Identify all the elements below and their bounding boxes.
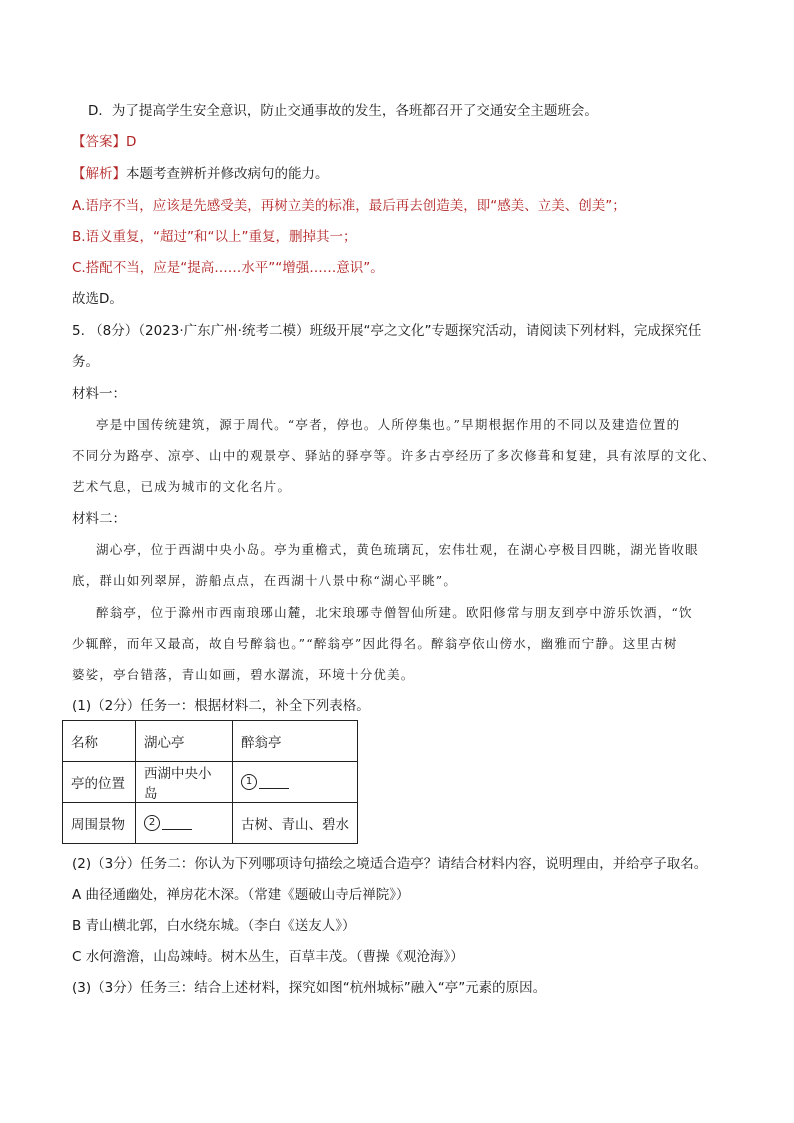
material-2-line: 底，群山如列翠屏，游船点点，在西湖十八景中称“湖心平眺”。 — [72, 573, 458, 588]
pavilion-table — [62, 720, 358, 844]
answer-blank[interactable] — [162, 817, 192, 830]
analysis-line — [72, 165, 329, 183]
question-5-line1: 5. （8分）（2023·广东广州·统考二模）班级开展“亭之文化”专题探究活动，请阅读下列材料，完成探究任 — [72, 323, 702, 339]
task-2: (2)（3分）任务二：你认为下列哪项诗句描绘之境适合造亭？请结合材料内容，说明理由，并给亭子取名。 — [72, 856, 708, 872]
table-cell: 亭的位置 — [63, 762, 136, 803]
option-c: C 水何澹澹，山岛竦峙。树木丛生，百草丰茂。（曹操《观沧海》） — [72, 949, 464, 965]
table-cell: 古树、青山、碧水 — [233, 803, 358, 844]
circled-number: 2 — [144, 815, 160, 831]
answer-value: D — [126, 134, 137, 150]
material-1-line: 亭是中国传统建筑，源于周代。“亭者，停也。人所停集也。”早期根据作用的不同以及建造位置的 — [96, 417, 681, 432]
material-2-label: 材料二： — [72, 511, 126, 527]
answer-line — [72, 133, 136, 151]
answer-blank[interactable] — [259, 776, 289, 789]
option-a: A 曲径通幽处，禅房花木深。（常建《题破山寺后禅院》） — [72, 887, 410, 903]
table-cell: 西湖中央小岛 — [136, 762, 233, 803]
option-d: D．为了提高学生安全意识，防止交通事故的发生，各班都召开了交通安全主题班会。 — [88, 103, 598, 119]
analysis-c: C.搭配不当，应是“提高……水平”“增强……意识”。 — [72, 260, 384, 276]
circled-number: 1 — [241, 774, 257, 790]
table-cell: 名称 — [63, 721, 136, 762]
analysis-text: 本题考查辨析并修改病句的能力。 — [126, 166, 329, 182]
answer-tag: 【答案】 — [72, 134, 126, 150]
blank-cell-1[interactable] — [233, 762, 358, 803]
table-row — [63, 721, 358, 762]
table-cell: 湖心亭 — [136, 721, 233, 762]
task-1: (1)（2分）任务一：根据材料二，补全下列表格。 — [72, 698, 370, 714]
material-1-line: 不同分为路亭、凉亭、山中的观景亭、驿站的驿亭等。许多古亭经历了多次修葺和复建，具有浓厚的文化、 — [72, 448, 716, 463]
analysis-a: A.语序不当，应该是先感受美，再树立美的标准，最后再去创造美，即“感美、立美、创美”； — [72, 198, 626, 214]
material-2-line: 醉翁亭，位于滁州市西南琅琊山麓，北宋琅琊寺僧智仙所建。欧阳修常与朋友到亭中游乐饮酒，“饮 — [96, 605, 693, 620]
question-5-line2: 务。 — [72, 354, 99, 370]
material-2-line: 湖心亭，位于西湖中央小岛。亭为重檐式，黄色琉璃瓦，宏伟壮观，在湖心亭极目四眺，湖光皆收眼 — [96, 542, 699, 557]
material-2-line: 少辄醉，而年又最高，故自号醉翁也。”“醉翁亭”因此得名。醉翁亭依山傍水，幽雅而宁静。这里古树 — [72, 636, 678, 651]
material-2-line: 婆娑，亭台错落，青山如画，碧水潺流，环境十分优美。 — [72, 667, 415, 682]
table-cell: 醉翁亭 — [233, 721, 358, 762]
task-3: (3)（3分）任务三：结合上述材料，探究如图“杭州城标”融入“亭”元素的原因。 — [72, 980, 547, 996]
table-row — [63, 762, 358, 803]
analysis-b: B.语义重复，“超过”和“以上”重复，删掉其一； — [72, 229, 357, 245]
material-1-label: 材料一： — [72, 386, 126, 402]
analysis-tag: 【解析】 — [72, 166, 126, 182]
table-cell: 周围景物 — [63, 803, 136, 844]
blank-cell-2[interactable] — [136, 803, 233, 844]
conclusion: 故选D。 — [72, 291, 123, 307]
material-1-line: 艺术气息，已成为城市的文化名片。 — [72, 479, 292, 494]
table-row — [63, 803, 358, 844]
option-b: B 青山横北郭，白水绕东城。（李白《送友人》） — [72, 918, 356, 934]
